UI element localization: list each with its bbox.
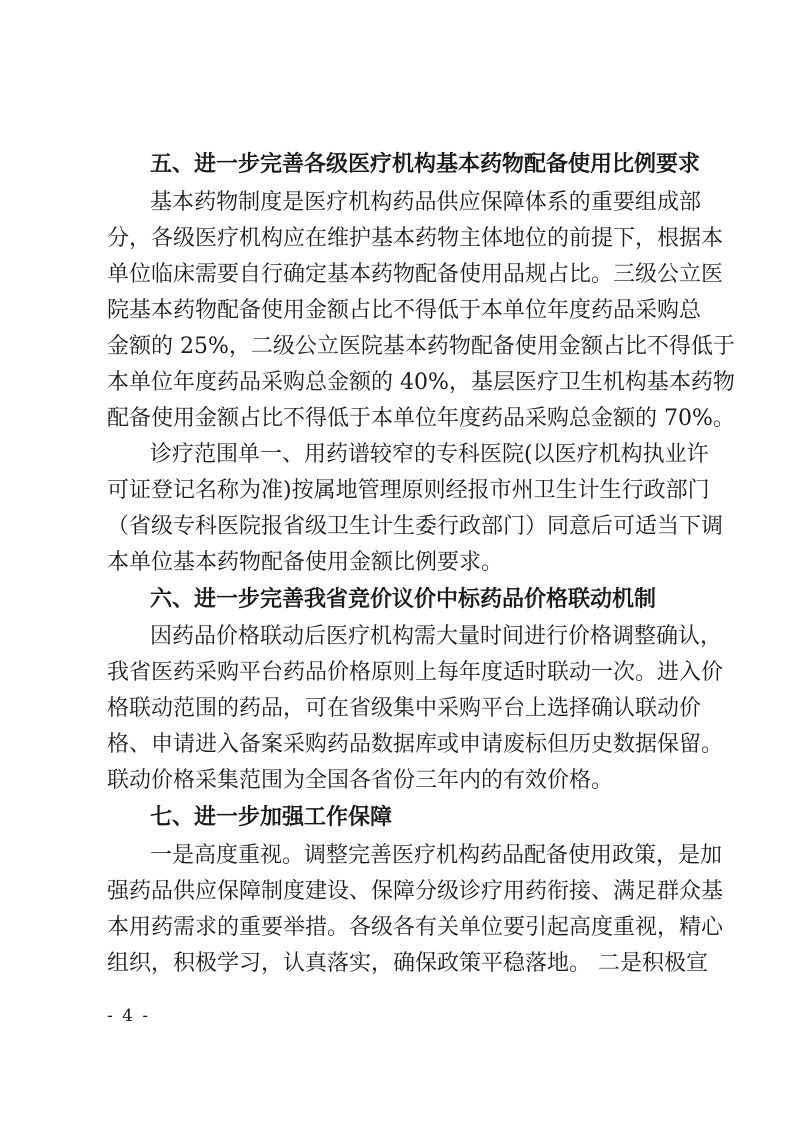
section-heading: 六、进一步完善我省竞价议价中标药品价格联动机制 (150, 587, 657, 612)
paragraph-line: 金额的 25%，二级公立医院基本药物配备使用金额占比不得低于 (107, 334, 735, 359)
paragraph-line: 因药品价格联动后医疗机构需大量时间进行价格调整确认， (150, 624, 723, 649)
paragraph-line: 强药品供应保障制度建设、保障分级诊疗用药衔接、满足群众基 (107, 879, 724, 904)
paragraph-line: 格、申请进入备案采购药品数据库或申请废标但历史数据保留。 (107, 732, 724, 757)
page-number: - 4 - (107, 1006, 151, 1026)
paragraph-line: 本单位基本药物配备使用金额比例要求。 (107, 550, 504, 575)
paragraph-line: 基本药物制度是医疗机构药品供应保障体系的重要组成部 (150, 190, 701, 215)
paragraph-line: 院基本药物配备使用金额占比不得低于本单位年度药品采购总 (107, 298, 702, 323)
paragraph-line: 分，各级医疗机构应在维护基本药物主体地位的前提下，根据本 (107, 226, 724, 251)
paragraph-line: 一是高度重视。调整完善医疗机构药品配备使用政策，是加 (150, 843, 723, 868)
paragraph-line: （省级专科医院报省级卫生计生委行政部门）同意后可适当下调 (107, 514, 724, 539)
paragraph-line: 本单位年度药品采购总金额的 40%，基层医疗卫生机构基本药物 (107, 370, 735, 395)
paragraph-line: 组织，积极学习，认真落实，确保政策平稳落地。 二是积极宣 (107, 951, 708, 976)
section-heading: 七、进一步加强工作保障 (150, 805, 393, 830)
paragraph-line: 本用药需求的重要举措。各级各有关单位要引起高度重视，精心 (107, 915, 724, 940)
paragraph-line: 配备使用金额占比不得低于本单位年度药品采购总金额的 70%。 (107, 406, 735, 431)
paragraph-line: 联动价格采集范围为全国各省份三年内的有效价格。 (107, 768, 614, 793)
section-heading: 五、进一步完善各级医疗机构基本药物配备使用比例要求 (150, 152, 701, 177)
paragraph-line: 我省医药采购平台药品价格原则上每年度适时联动一次。进入价 (107, 660, 724, 685)
paragraph-line: 诊疗范围单一、用药谱较窄的专科医院(以医疗机构执业许 (150, 442, 709, 467)
paragraph-line: 可证登记名称为准)按属地管理原则经报市州卫生计生行政部门 (107, 478, 710, 503)
paragraph-line: 单位临床需要自行确定基本药物配备使用品规占比。三级公立医 (107, 262, 724, 287)
paragraph-line: 格联动范围的药品，可在省级集中采购平台上选择确认联动价 (107, 696, 702, 721)
